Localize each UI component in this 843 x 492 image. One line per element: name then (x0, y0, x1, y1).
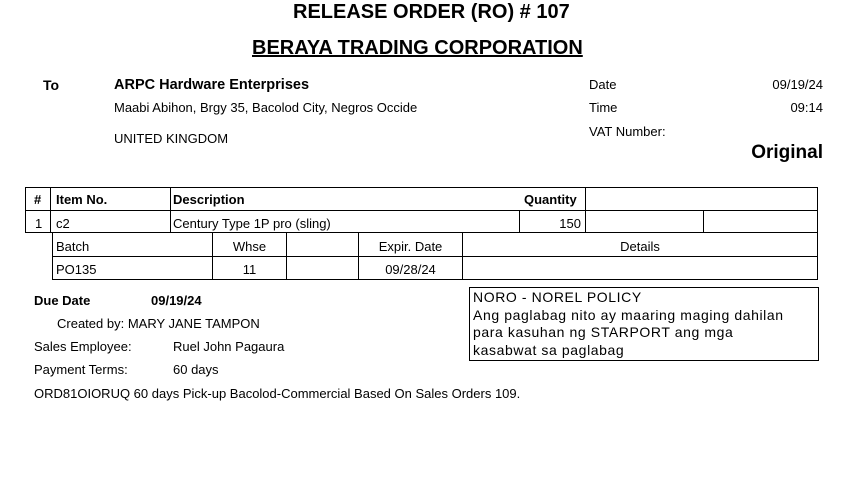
document-title: RELEASE ORDER (RO) # 107 (293, 1, 570, 23)
col-header-batch: Batch (56, 239, 90, 254)
col-header-expiry: Expir. Date (378, 239, 443, 254)
time-value: 09:14 (790, 100, 823, 115)
vat-label: VAT Number: (589, 124, 666, 139)
policy-line-3: kasabwat sa paglabag (473, 341, 625, 358)
customer-name: ARPC Hardware Enterprises (114, 77, 310, 93)
created-by: Created by: MARY JANE TAMPON (57, 316, 260, 331)
payment-terms-label: Payment Terms: (34, 362, 128, 377)
row-num: 1 (35, 216, 43, 231)
col-header-details: Details (620, 239, 660, 254)
row-expiry: 09/28/24 (385, 262, 436, 277)
policy-title: NORO - NOREL POLICY (473, 289, 642, 305)
col-header-whse: Whse (232, 239, 267, 254)
col-header-description: Description (173, 192, 245, 207)
row-batch: PO135 (56, 262, 97, 277)
due-date-value: 09/19/24 (151, 293, 202, 308)
col-header-quantity: Quantity (524, 192, 577, 207)
row-description: Century Type 1P pro (sling) (173, 216, 331, 231)
date-label: Date (589, 77, 617, 92)
remarks: ORD81OIORUQ 60 days Pick-up Bacolod-Commercial Based On Sales Orders 109. (34, 386, 521, 401)
to-label: To (43, 77, 60, 93)
policy-box (469, 287, 819, 361)
time-label: Time (589, 100, 618, 115)
customer-address: Maabi Abihon, Brgy 35, Bacolod City, Negros Occide (114, 100, 418, 115)
policy-line-1: Ang paglabag nito ay maaring maging dahilan (473, 306, 784, 323)
row-whse: 11 (242, 262, 257, 277)
payment-terms-value: 60 days (173, 362, 219, 377)
col-header-item-no: Item No. (56, 192, 108, 207)
row-quantity: 150 (559, 216, 581, 231)
sales-employee-label: Sales Employee: (34, 339, 132, 354)
company-name: BERAYA TRADING CORPORATION (252, 37, 583, 59)
col-header-num: # (34, 192, 42, 207)
customer-country: UNITED KINGDOM (114, 131, 229, 146)
policy-line-2: para kasuhan ng STARPORT ang mga (473, 324, 734, 340)
due-date-label: Due Date (34, 293, 91, 308)
date-value: 09/19/24 (772, 77, 823, 92)
sales-employee-value: Ruel John Pagaura (173, 339, 285, 354)
row-item-no: c2 (56, 216, 70, 231)
copy-type: Original (751, 142, 823, 163)
